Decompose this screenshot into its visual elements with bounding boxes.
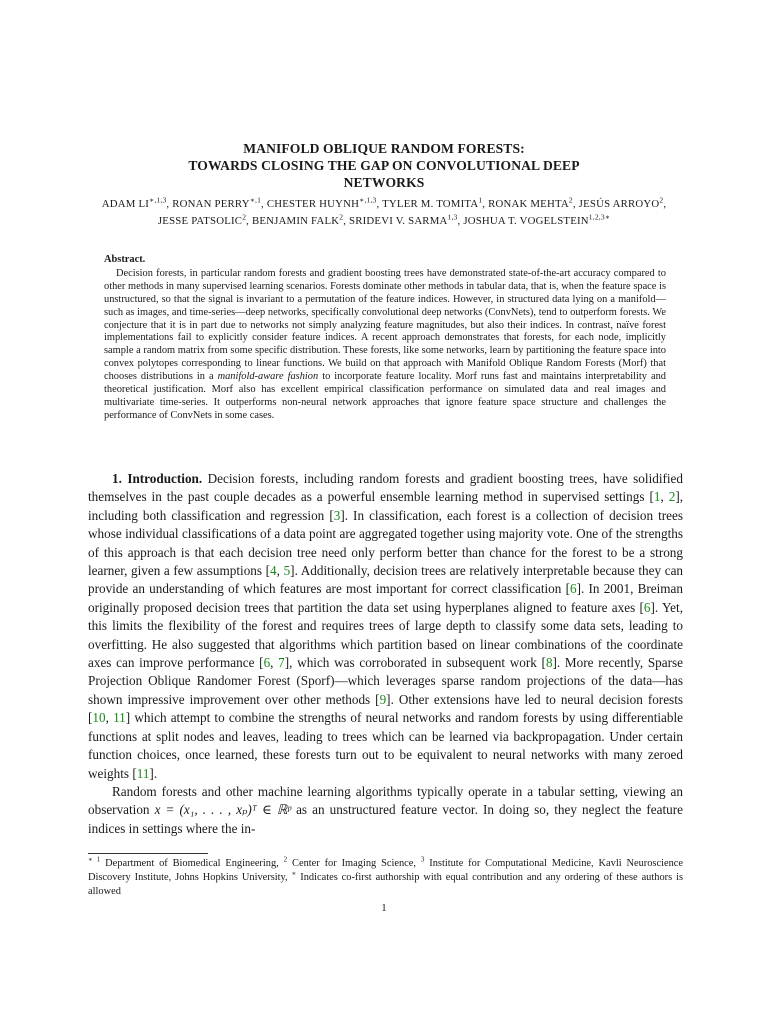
citation-link[interactable]: 2 — [668, 489, 676, 505]
intro-text: ]. Additionally, decision trees are relatively interpretable because they can provide an understanding of which features are most important for correct classification [ — [88, 563, 684, 597]
introduction-section — [88, 470, 683, 838]
author-name: RONAN PERRY — [172, 198, 250, 210]
author-name: ADAM LI — [101, 198, 150, 210]
citation-link[interactable]: 11 — [113, 710, 126, 726]
intro-text: ] which attempt to combine the strengths of neural networks and random forests by using differentiable functions at split nodes and leaves, leading to trees which can be learned via backpropagation. Under certain function choices, once learned, these forests turn out to be equivalent to neural networks with many zeroed weights [ — [88, 710, 684, 781]
intro-text: ]. More recently, Sparse Projection Oblique Randomer Forest (Sporf)—which leverages sparse random projections of the data—has shown impressive improvement over other methods [ — [88, 655, 683, 707]
intro-text: ], which was corroborated in subsequent work [ — [284, 655, 546, 671]
citation-link[interactable]: 6 — [643, 599, 651, 615]
intro-text: ]. Yet, this limits the flexibility of the forest and requires trees of large depth to classify some data sets, leading to overfitting. He also suggested that algorithms which partition based on linear combinations of the coordinate axes can improve performance [ — [88, 599, 683, 671]
author-name: SRIDEVI V. SARMA — [349, 215, 448, 227]
title-line: NETWORKS — [343, 175, 425, 190]
citation-link[interactable]: 1 — [653, 489, 661, 505]
footnote-sup: 3 — [420, 855, 425, 864]
intro-text: ], including both classification and regression [ — [88, 489, 684, 523]
footnote — [88, 857, 683, 900]
intro-text: , — [276, 563, 284, 579]
footnote-sup: 2 — [283, 855, 288, 864]
author-name: JOSHUA T. VOGELSTEIN — [463, 215, 589, 227]
author-name: TYLER M. TOMITA — [382, 198, 479, 210]
author-affiliation: ∗,1,3 — [359, 195, 377, 205]
citation-link[interactable]: 5 — [283, 563, 291, 579]
author-affiliation: 1 — [478, 195, 483, 205]
footnote-sup: ∗ — [291, 869, 297, 878]
abstract-body — [104, 268, 666, 423]
author-list: ADAM $LI^{∗,1,3}$, RONAN $PERRY^{∗,1}$, CHESTER $HUYNH^{∗,1,3}$, TYLER M. TOMITA$^1$, RONAK MEHTA$^2$, JESÚS ARROYO$^2$, JESSE PATSOLIC$^2$, BENJAMIN FALK$^2$, SRIDEVI V. SARMA$^{1,3}$, JOSHUA T. $VOGELSTEIN^{1,2,3∗}$ — [101, 195, 667, 227]
author-affiliation: 2 — [659, 195, 664, 205]
author-affiliation: ∗,1,3 — [149, 195, 167, 205]
intro-paragraph-1 — [88, 470, 683, 783]
author-name: JESÚS ARROYO — [578, 198, 660, 210]
paper-title — [110, 140, 658, 191]
footnote-text: Indicates co-first authorship with equal contribution and any ordering of these authors is allowed — [88, 872, 683, 898]
intro-text: ]. In 2001, Breiman originally proposed decision trees that partition the data set using hyperplanes aligned to feature axes [ — [88, 581, 683, 615]
citation-link[interactable]: 7 — [278, 655, 285, 671]
author-affiliation: 2 — [242, 212, 247, 222]
abstract — [104, 254, 666, 423]
citation-link[interactable]: 10 — [92, 710, 106, 726]
citation-link[interactable]: 6 — [569, 581, 577, 597]
author-name: JESSE PATSOLIC — [157, 215, 243, 227]
citation-link[interactable]: 3 — [333, 507, 341, 523]
abstract-heading: Abstract. — [104, 254, 146, 265]
footnote-text: Institute for Computational Medicine, Kavli Neuroscience Discovery Institute, Johns Hopkins University, — [88, 858, 684, 884]
abstract-italic-text: manifold-aware fashion — [217, 371, 319, 383]
title-line: TOWARDS CLOSING THE GAP ON CONVOLUTIONAL DEEP — [188, 158, 580, 173]
footnote-text: Center for Imaging Science, — [287, 858, 421, 869]
abstract-text: Decision forests, in particular random forests and gradient boosting trees have demonstrated state-of-the-art accuracy compared to other methods in many supervised learning scenarios. Forests dominate other methods in tabular data, that is, when the feature space is unstructured, so that the signal is invariant to a permutation of the feature indices. However, in structured data lying on a manifold—such as images, and time-series—deep networks, specifically convolutional deep networks (ConvNets), tend to outperform forests. We conjecture that it is in part due to networks not simply analyzing feature magnitudes, but also their indices. In contrast, naïve forest implementations fail to explicitly consider feature indices. A recent approach demonstrates that forests, for each node, implicitly sample a random matrix from some specific distribution. These forests, like some networks, learn by partitioning the feature space into convex polytopes corresponding to linear functions. We build on that approach with Manifold Oblique Random Forests (Morf) that chooses distributions in a — [104, 267, 666, 383]
citation-link[interactable]: 8 — [545, 655, 553, 671]
intro-text: Decision forests, including random forests and gradient boosting trees, have solidified themselves in the past couple decades as a powerful ensemble learning method in supervised settings [ — [88, 471, 683, 505]
intro-text: ]. In classification, each forest is a collection of decision trees whose individual classifications of a data point are aggregated together using majority vote. One of the strengths of this approach is that each decision tree need only perform better than chance for the forest to be a strong learner, given a few assumptions [ — [88, 507, 684, 579]
intro-text: , — [105, 710, 114, 726]
author-affiliation: 1,2,3∗ — [588, 212, 611, 222]
footnote-text: Department of Biomedical Engineering, — [100, 858, 284, 869]
intro-text: Random forests and other machine learning algorithms typically operate in a tabular setting, viewing an observation — [88, 783, 683, 818]
author-affiliation: 2 — [339, 212, 344, 222]
title-line: MANIFOLD OBLIQUE RANDOM FORESTS: — [243, 141, 525, 156]
page-number: 1 — [381, 902, 387, 914]
author-name: RONAK MEHTA — [488, 198, 569, 210]
intro-text: ]. Other extensions have led to neural decision forests [ — [88, 691, 683, 726]
intro-paragraph-2 — [88, 783, 683, 838]
author-affiliation: ∗,1 — [249, 195, 262, 205]
author-name: CHESTER HUYNH — [266, 198, 360, 210]
section-heading: 1. Introduction. — [112, 471, 203, 486]
author-affiliation: 1,3 — [447, 212, 458, 222]
abstract-text: to incorporate feature locality. Morf runs fast and maintains interpretability and theoretical justification. Morf also has excellent empirical classification performance on simulated data and real images and multivariate time-series. It outperforms non-neural network approaches that ignore feature space structure and challenges the performance of ConvNets in some cases. — [104, 371, 666, 421]
footnote-mark: ∗ 1 — [88, 855, 101, 864]
math-inline: x = (x₁, . . . , xₚ)ᵀ ∈ ℝᵖ — [154, 802, 291, 818]
footnote-rule — [88, 853, 208, 854]
citation-link[interactable]: 4 — [270, 563, 277, 579]
citation-link[interactable]: 9 — [379, 691, 387, 707]
intro-text: ]. — [149, 765, 158, 781]
citation-link[interactable]: 11 — [136, 765, 150, 781]
author-affiliation: 2 — [568, 195, 573, 205]
intro-text: , — [270, 655, 279, 671]
intro-text: as an unstructured feature vector. In doing so, they neglect the feature indices in settings where the in- — [88, 802, 684, 836]
author-name: BENJAMIN FALK — [251, 215, 340, 227]
intro-text: , — [660, 489, 669, 505]
citation-link[interactable]: 6 — [263, 655, 271, 671]
